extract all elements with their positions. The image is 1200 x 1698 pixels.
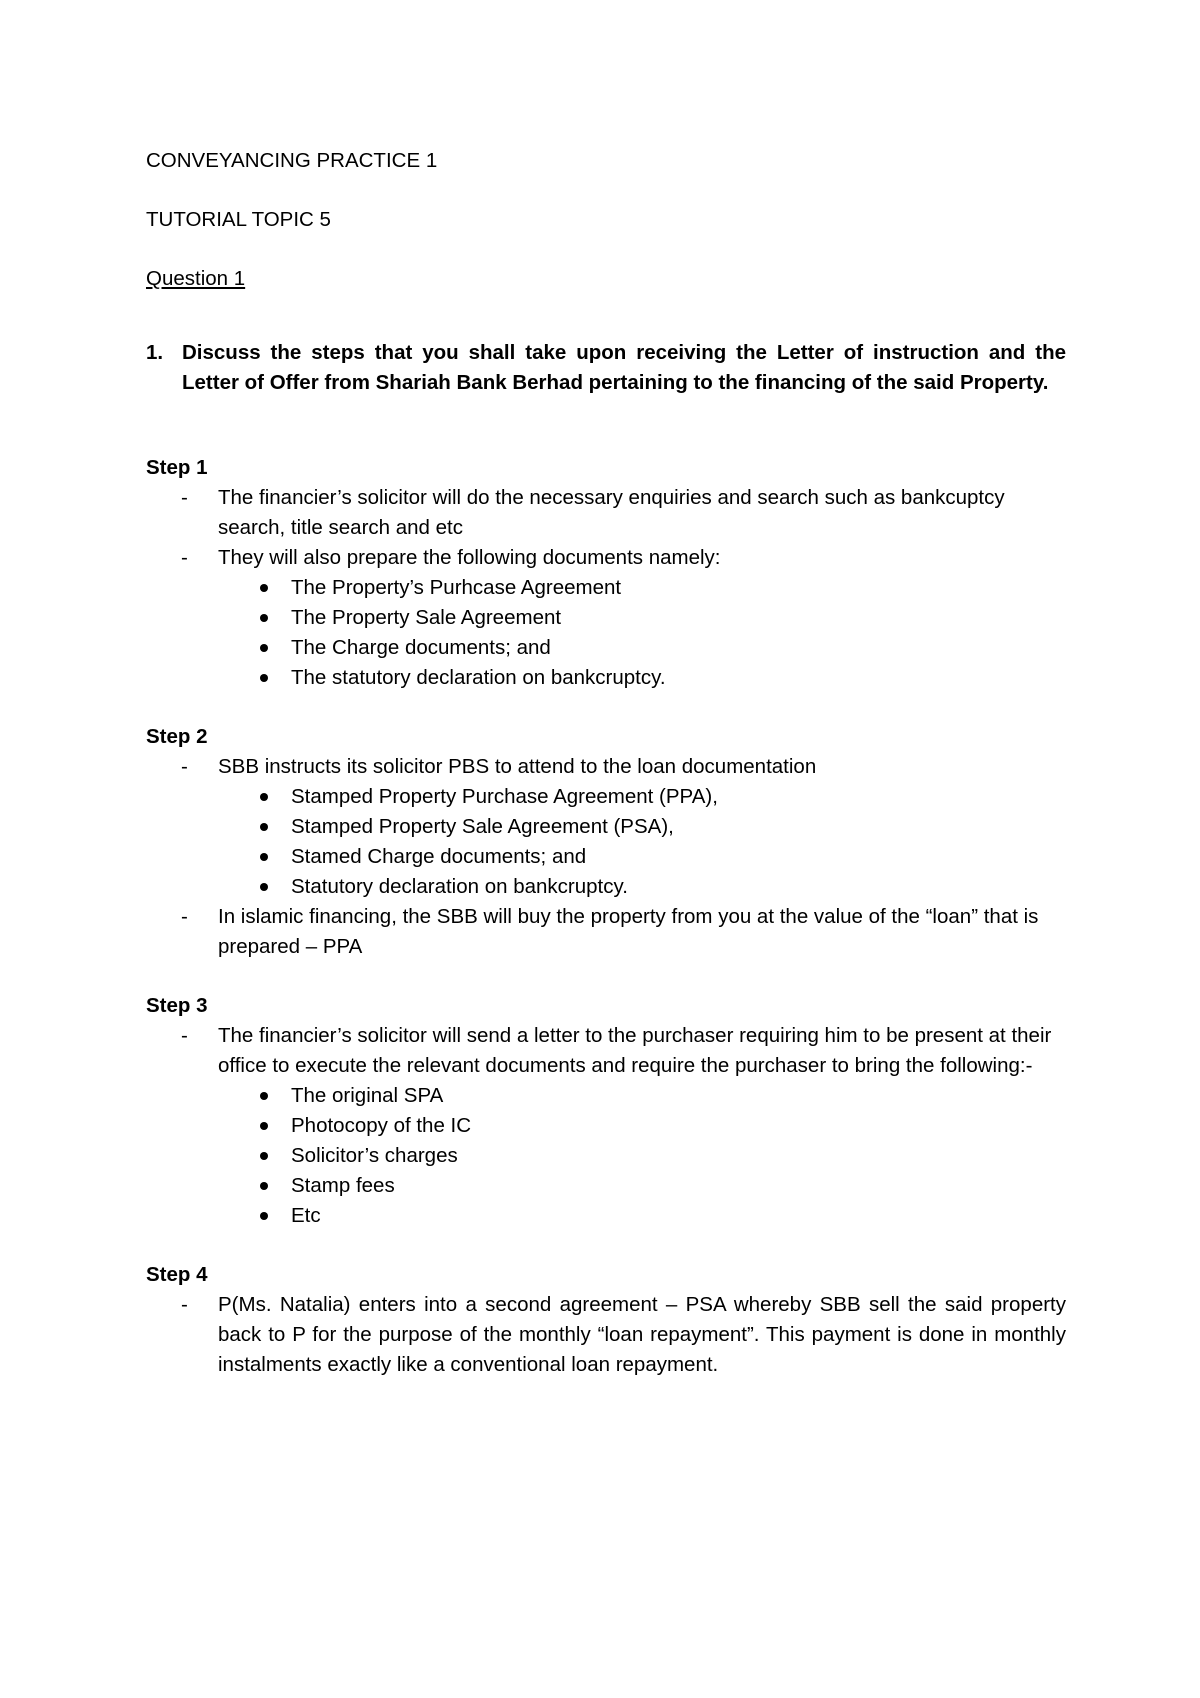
bullet-dot-icon xyxy=(260,1122,268,1130)
bullet-text: Stamp fees xyxy=(291,1174,395,1197)
dash-marker: - xyxy=(181,1293,188,1316)
question-number: 1. xyxy=(146,341,164,364)
dash-item xyxy=(181,902,1066,962)
question-text: Discuss the steps that you shall take upon receiving the Letter of instruction and the Letter of Offer from Shariah Bank Berhad pertaining to the financing of the said Property. xyxy=(182,341,1066,394)
dash-item xyxy=(181,1290,1066,1380)
bullet-dot-icon xyxy=(260,1152,268,1160)
bullet-item xyxy=(291,633,1066,663)
bullet-item xyxy=(291,573,1066,603)
bullet-item xyxy=(291,1201,1066,1231)
tutorial-topic: TUTORIAL TOPIC 5 xyxy=(146,208,331,231)
document-content xyxy=(146,146,1066,1409)
step-title: Step 3 xyxy=(146,994,208,1017)
bullet-dot-icon xyxy=(260,1212,268,1220)
bullet-item xyxy=(291,782,1066,812)
course-title: CONVEYANCING PRACTICE 1 xyxy=(146,149,438,172)
bullet-item xyxy=(291,1111,1066,1141)
dash-text: They will also prepare the following documents namely: xyxy=(218,546,721,569)
bullet-text: Solicitor’s charges xyxy=(291,1144,458,1167)
dash-marker: - xyxy=(181,486,188,509)
bullet-dot-icon xyxy=(260,883,268,891)
bullet-dot-icon xyxy=(260,853,268,861)
bullet-list xyxy=(291,782,1066,902)
dash-text: The financier’s solicitor will send a letter to the purchaser requiring him to be present at their office to execute the relevant documents and require the purchaser to bring the following:- xyxy=(218,1024,1052,1077)
bullet-text: The Property Sale Agreement xyxy=(291,606,562,629)
bullet-item xyxy=(291,872,1066,902)
bullet-text: Stamped Property Sale Agreement (PSA), xyxy=(291,815,674,838)
bullet-dot-icon xyxy=(260,674,268,682)
bullet-item xyxy=(291,842,1066,872)
bullet-dot-icon xyxy=(260,644,268,652)
bullet-dot-icon xyxy=(260,584,268,592)
bullet-dot-icon xyxy=(260,823,268,831)
bullet-text: The statutory declaration on bankcruptcy. xyxy=(291,666,666,689)
dash-item xyxy=(181,543,1066,573)
bullet-text: Stamed Charge documents; and xyxy=(291,845,587,868)
dash-text: P(Ms. Natalia) enters into a second agreement – PSA whereby SBB sell the said property back to P for the purpose of the monthly “loan repayment”. This payment is done in monthly instalments exactly like a conventional loan repayment. xyxy=(218,1293,1066,1376)
dash-marker: - xyxy=(181,905,188,928)
bullet-dot-icon xyxy=(260,1092,268,1100)
dash-item xyxy=(181,483,1066,543)
bullet-dot-icon xyxy=(260,793,268,801)
dash-marker: - xyxy=(181,755,188,778)
bullet-dot-icon xyxy=(260,1182,268,1190)
dash-item xyxy=(181,1021,1066,1081)
question-item xyxy=(146,338,1066,398)
dash-marker: - xyxy=(181,546,188,569)
bullet-list xyxy=(291,573,1066,693)
dash-text: SBB instructs its solicitor PBS to attend to the loan documentation xyxy=(218,755,817,778)
bullet-item xyxy=(291,663,1066,693)
bullet-text: The Property’s Purhcase Agreement xyxy=(291,576,622,599)
dash-text: In islamic financing, the SBB will buy the property from you at the value of the “loan” that is prepared – PPA xyxy=(218,905,1039,958)
bullet-dot-icon xyxy=(260,614,268,622)
bullet-item xyxy=(291,603,1066,633)
bullet-text: Statutory declaration on bankcruptcy. xyxy=(291,875,628,898)
dash-text: The financier’s solicitor will do the necessary enquiries and search such as bankcuptcy search, title search and etc xyxy=(218,486,1005,539)
bullet-text: Etc xyxy=(291,1204,321,1227)
bullet-list xyxy=(291,1081,1066,1231)
bullet-item xyxy=(291,1171,1066,1201)
step-3 xyxy=(146,991,1066,1231)
bullet-text: Photocopy of the IC xyxy=(291,1114,472,1137)
step-title: Step 4 xyxy=(146,1263,208,1286)
step-title: Step 1 xyxy=(146,456,208,479)
dash-marker: - xyxy=(181,1024,188,1047)
bullet-text: The original SPA xyxy=(291,1084,444,1107)
step-1 xyxy=(146,453,1066,693)
step-4 xyxy=(146,1260,1066,1380)
bullet-text: Stamped Property Purchase Agreement (PPA), xyxy=(291,785,718,808)
dash-item xyxy=(181,752,1066,782)
question-heading: Question 1 xyxy=(146,267,246,290)
bullet-item xyxy=(291,1141,1066,1171)
bullet-item xyxy=(291,1081,1066,1111)
bullet-text: The Charge documents; and xyxy=(291,636,551,659)
step-2 xyxy=(146,722,1066,962)
step-title: Step 2 xyxy=(146,725,208,748)
bullet-item xyxy=(291,812,1066,842)
